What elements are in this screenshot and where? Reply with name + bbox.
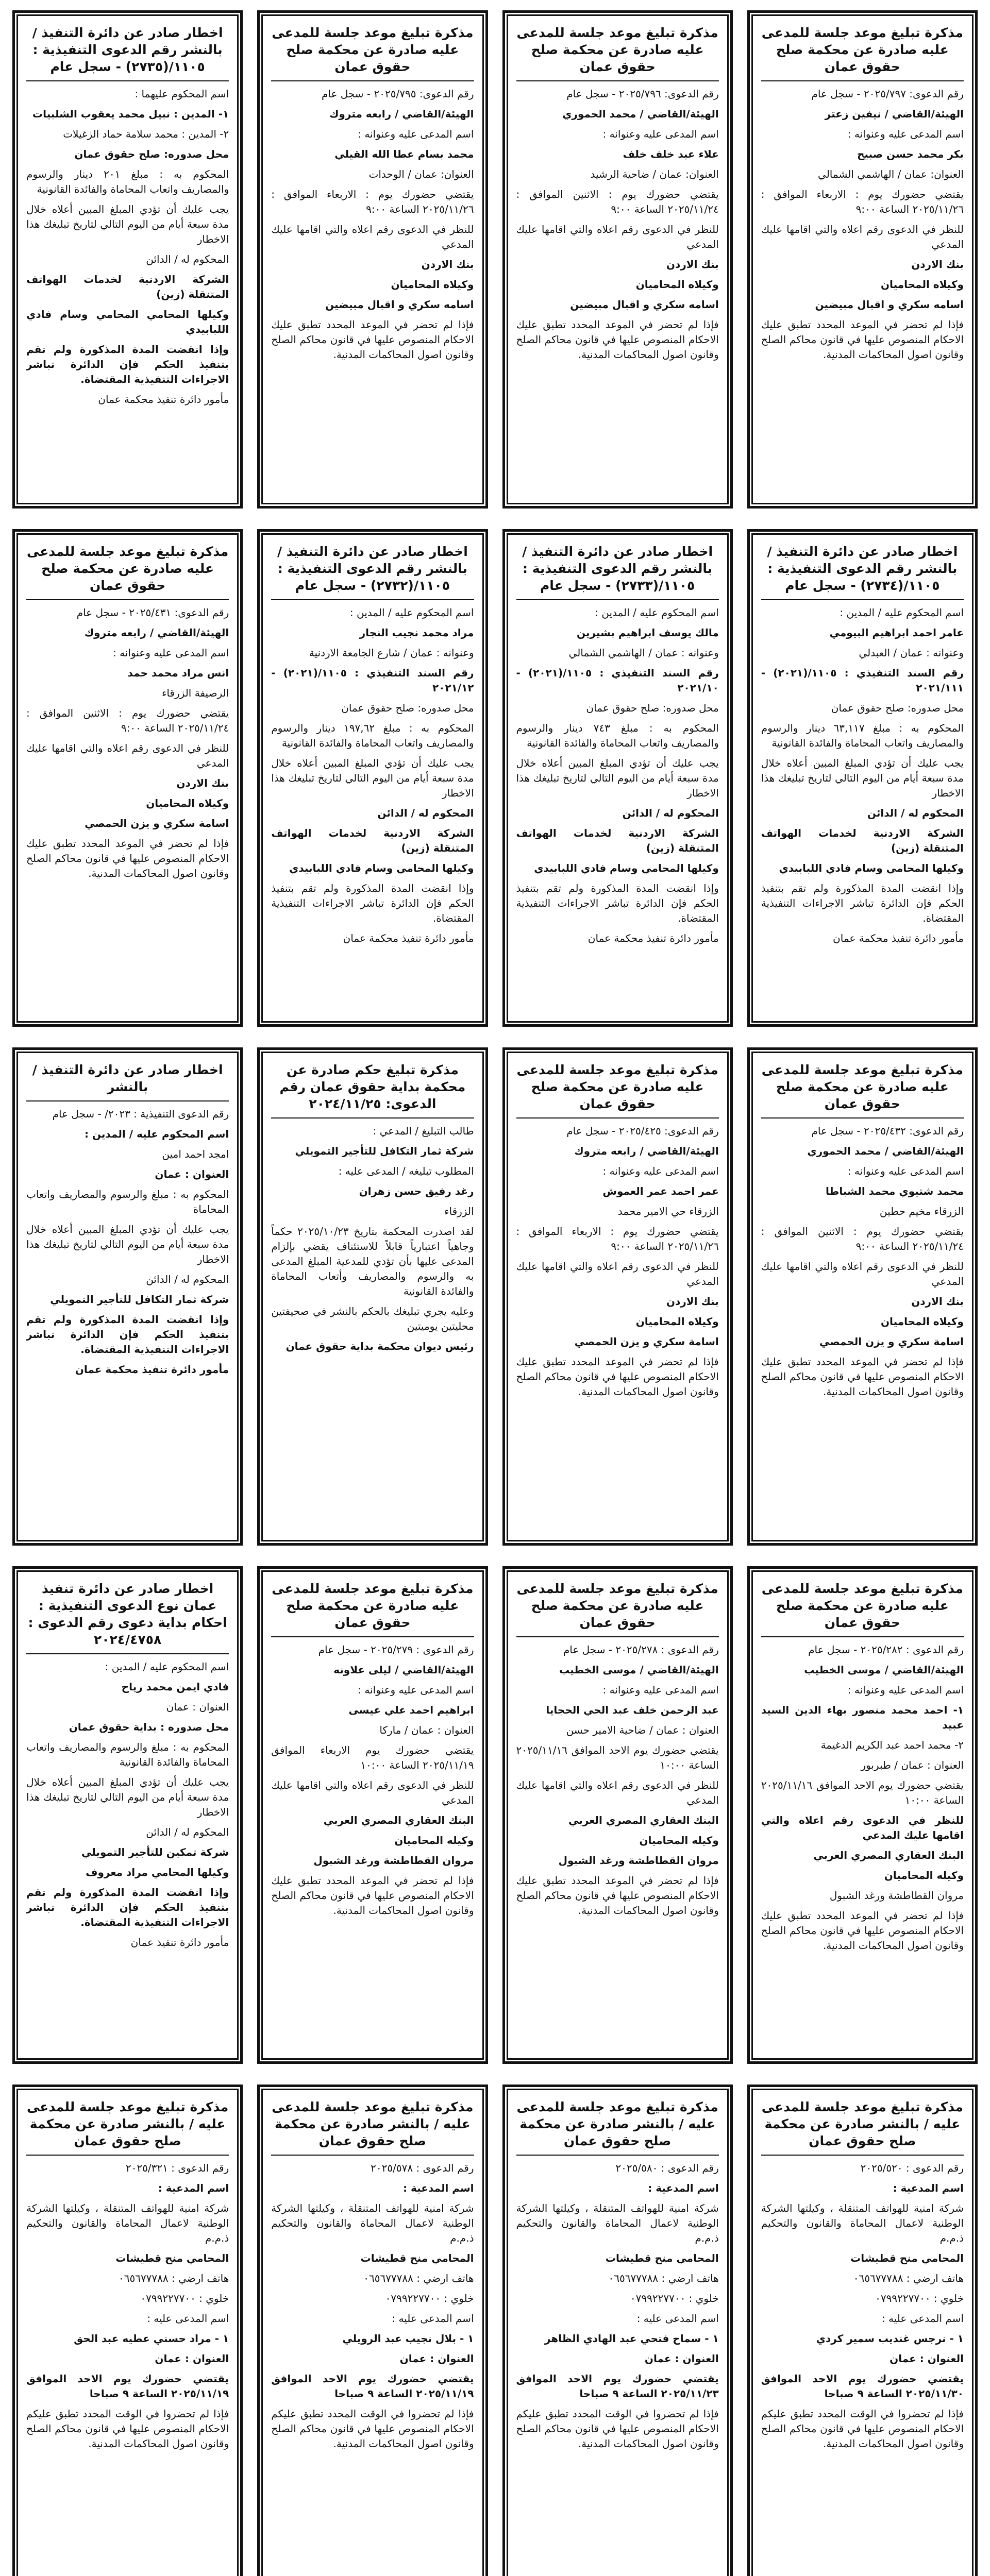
notice-line: العنوان: عمان / ضاحية الرشيد: [590, 168, 719, 180]
notice-line: رقم الدعوى : ٢٠٢٥/٥٧٨: [371, 2162, 474, 2174]
notice-line: المحكوم له / الدائن: [377, 806, 474, 819]
legal-notice: [502, 10, 733, 509]
notice-line: ١ - سماح فتحي عبد الهادي الظاهر: [544, 2332, 719, 2345]
notice-line: العنوان : عمان: [155, 2352, 229, 2365]
notice-line: وعنوانه : عمان / شارع الجامعة الاردنية: [309, 646, 474, 659]
notice-line: لقد اصدرت المحكمة بتاريخ ٢٠٢٥/١٠/٢٣ حكماً وجاهياً اعتبارياً قابلاً للاستئناف يقضي بإلزام المدعى عليها بأن تؤدي للمدعية المبلغ المدعى به والرسوم والمصاريف وأتعاب المحاماة والفائدة القانونية: [271, 1225, 474, 1297]
notice-heading: مذكرة تبليغ موعد جلسة للمدعى عليه صادرة عن محكمة صلح حقوق عمان: [271, 24, 474, 81]
notice-line: الزرقاء مخيم حطين: [879, 1205, 964, 1217]
notice-line: وكيلاه المحاميان: [146, 796, 229, 809]
notice-heading: اخطار صادر عن دائرة التنفيذ / بالنشر رقم الدعوى التنفيذية : ١١٠٥/(٢٧٣٥) - سجل عام: [26, 24, 229, 81]
notice-line: رقم الدعوى التنفيذية : ٢٠٢٣/ - سجل عام: [52, 1108, 229, 1120]
notice-line: الهيئة/القاضي / رابعه متروك: [84, 626, 229, 639]
notice-line: اسم المدعى عليه وعنوانه :: [602, 128, 719, 140]
notice-line: اسم المحكوم عليه / المدين :: [105, 1660, 229, 1673]
notice-line: للنظر في الدعوى رقم اعلاه والتي اقامها عليك المدعي: [516, 1778, 719, 1806]
notice-line: اسم المدعية :: [403, 2182, 474, 2194]
notice-line: العنوان : عمان: [890, 2352, 964, 2365]
notice-line: المحامي منح قطيشات: [360, 2252, 474, 2264]
notice-line: ١ - بلال نجيب عبد الرويلي: [342, 2332, 474, 2345]
notice-line: فإذا لم تحضر في الموعد المحدد تطبق عليك الاحكام المنصوص عليها في قانون محاكم الصلح وقانون اصول المحاكمات المدنية.: [271, 1874, 474, 1917]
notice-line: فإذا لم تحضر في الموعد المحدد تطبق عليك الاحكام المنصوص عليها في قانون محاكم الصلح وقانون اصول المحاكمات المدنية.: [761, 318, 964, 361]
notice-line: هاتف ارضي : ٠٦٥٦٧٧٧٨٨: [363, 2272, 474, 2284]
notice-line: يقتضي حضورك يوم : الاثنين الموافق : ٢٠٢٥/١١/٢٤ الساعة ٩:٠٠: [761, 1225, 964, 1252]
notice-line: شركة ثمار التكافل للتأجير التمويلي: [295, 1145, 474, 1157]
notice-line: الهيئة/القاضي / ليلى علاونه: [333, 1663, 474, 1676]
notice-line: رقم الدعوى : ٢٠٢٥/٥٨٠: [615, 2162, 719, 2174]
notice-line: وكيله المحاميان: [394, 1834, 474, 1846]
notice-line: المحكوم له / الدائن: [867, 806, 964, 819]
notice-line: خلوي : ٠٧٩٩٢٢٧٧٠٠: [385, 2292, 474, 2304]
notice-line: يجب عليك أن تؤدي المبلغ المبين أعلاه خلال مدة سبعة أيام من اليوم التالي لتاريخ تبليغك هذا الاخطار: [516, 756, 719, 799]
notice-line: العنوان : عمان: [644, 2352, 719, 2365]
notice-line: هاتف ارضي : ٠٦٥٦٧٧٧٨٨: [853, 2272, 964, 2284]
notice-heading: مذكرة تبليغ موعد جلسة للمدعى عليه صادرة عن محكمة صلح حقوق عمان: [516, 24, 719, 81]
notice-line: اسم المحكوم عليه / المدين :: [595, 606, 719, 619]
legal-notice: [12, 529, 243, 1027]
notice-line: فإذا لم تحضر في الموعد المحدد تطبق عليك الاحكام المنصوص عليها في قانون محاكم الصلح وقانون اصول المحاكمات المدنية.: [516, 318, 719, 361]
notice-line: للنظر في الدعوى رقم اعلاه والتي اقامها عليك المدعي: [761, 223, 964, 250]
notice-line: المطلوب تبليغه / المدعى عليه :: [338, 1165, 474, 1177]
notice-line: للنظر في الدعوى رقم اعلاه والتي اقامها عليك المدعي: [761, 1814, 964, 1841]
notice-line: يقتضي حضورك يوم الاربعاء الموافق ٢٠٢٥/١١/١٩ الساعة ١٠:٠٠: [271, 1743, 474, 1771]
notice-line: يجب عليك أن تؤدي المبلغ المبين أعلاه خلال مدة سبعة أيام من اليوم التالي لتاريخ تبليغك هذا الاخطار: [26, 1223, 229, 1265]
notice-line: وعليه يجري تبليغك بالحكم بالنشر في صحيفتين محليتين يوميتين: [271, 1305, 474, 1332]
notice-line: وإذا انقضت المدة المذكورة ولم تقم بتنفيذ الحكم فإن الدائرة تباشر الاجراءات التنفيذية المقتضاة.: [516, 882, 719, 924]
notice-heading: مذكرة تبليغ موعد جلسة للمدعى عليه / بالنشر صادرة عن محكمة صلح حقوق عمان: [26, 2098, 229, 2156]
notice-line: للنظر في الدعوى رقم اعلاه والتي اقامها عليك المدعي: [761, 1260, 964, 1287]
legal-notice: [257, 1566, 488, 2064]
notice-line: شركة امنية للهواتف المتنقلة ، وكيلتها الشركة الوطنية لاعمال المحاماة والقانون والتحكيم ذ.م.م: [26, 2202, 229, 2244]
notice-line: هاتف ارضي : ٠٦٥٦٧٧٧٨٨: [118, 2272, 229, 2284]
notice-line: مروان القطاطشة ورغد الشبول: [558, 1854, 719, 1867]
notice-line: يجب عليك أن تؤدي المبلغ المبين أعلاه خلال مدة سبعة أيام من اليوم التالي لتاريخ تبليغك هذا الاخطار: [26, 203, 229, 245]
notice-line: ١ - مراد حسني عطيه عبد الحق: [74, 2332, 229, 2345]
notice-heading: مذكرة تبليغ موعد جلسة للمدعى عليه صادرة عن محكمة صلح حقوق عمان: [761, 24, 964, 81]
notice-line: وإذا انقضت المدة المذكورة ولم تقم بتنفيذ الحكم فإن الدائرة تباشر الاجراءات التنفيذية المقتضاة.: [26, 1313, 229, 1355]
legal-notice: [747, 10, 978, 509]
notice-line: ابراهيم احمد علي عيسى: [348, 1703, 474, 1716]
legal-notice: [502, 1566, 733, 2064]
notice-line: فإذا لم تحضر في الموعد المحدد تطبق عليك الاحكام المنصوص عليها في قانون محاكم الصلح وقانون اصول المحاكمات المدنية.: [516, 1874, 719, 1917]
notice-heading: اخطار صادر عن دائرة التنفيذ / بالنشر رقم الدعوى التنفيذية : ١١٠٥/(٢٧٣٢) - سجل عام: [271, 543, 474, 600]
notice-heading: مذكرة تبليغ موعد جلسة للمدعى عليه صادرة عن محكمة صلح حقوق عمان: [26, 543, 229, 600]
notice-line: رقم الدعوى: ٢٠٢٥/٧٩٥ - سجل عام: [321, 88, 474, 100]
notice-line: الهيئة/القاضي / رابعه متروك: [574, 1145, 719, 1157]
notice-line: يقتضي حضورك يوم الاحد الموافق ٢٠٢٥/١١/١٦ الساعة ١٠:٠٠: [761, 1778, 964, 1806]
notice-line: المحامي منح قطيشات: [850, 2252, 964, 2264]
notice-line: فإذا لم تحضر في الموعد المحدد تطبق عليك الاحكام المنصوص عليها في قانون محاكم الصلح وقانون اصول المحاكمات المدنية.: [761, 1355, 964, 1398]
notice-line: وكيلها المحامي وسام فادي اللبابيدي: [534, 861, 719, 874]
notice-line: شركة تمكين للتأجير التمويلي: [81, 1845, 229, 1858]
notice-heading: مذكرة تبليغ موعد جلسة للمدعى عليه / بالنشر صادرة عن محكمة صلح حقوق عمان: [761, 2098, 964, 2156]
notice-line: بنك الاردن: [421, 258, 474, 270]
notice-line: يقتضي حضورك يوم : الاربعاء الموافق : ٢٠٢٥/١١/٢٦ الساعة ٩:٠٠: [271, 188, 474, 215]
notice-line: رقم الدعوى: ٢٠٢٥/٤٣٢ - سجل عام: [811, 1125, 964, 1137]
notice-heading: اخطار صادر عن دائرة التنفيذ / بالنشر رقم الدعوى التنفيذية : ١١٠٥/(٢٧٣٣) - سجل عام: [516, 543, 719, 600]
notice-line: مأمور دائرة تنفيذ محكمة عمان: [343, 931, 474, 944]
notice-heading: مذكرة تبليغ موعد جلسة للمدعى عليه صادرة عن محكمة صلح حقوق عمان: [271, 1580, 474, 1637]
notice-line: ١- المدين : نبيل محمد يعقوب الشلبيات: [32, 108, 229, 120]
notice-line: يقتضي حضورك يوم الاحد الموافق ٢٠٢٥/١١/١٦ الساعة ١٠:٠٠: [516, 1743, 719, 1771]
notice-line: رقم الدعوى: ٢٠٢٥/٤٢٥ - سجل عام: [566, 1125, 719, 1137]
notice-line: يقتضي حضورك يوم : الاربعاء الموافق : ٢٠٢٥/١١/٢٦ الساعة ٩:٠٠: [516, 1225, 719, 1252]
notice-line: اسامة سكري و يزن الحمصي: [85, 817, 229, 829]
notice-line: وكيلاه المحاميان: [635, 278, 719, 291]
notice-line: يجب عليك أن تؤدي المبلغ المبين أعلاه خلال مدة سبعة أيام من اليوم التالي لتاريخ تبليغك هذا الاخطار: [26, 1775, 229, 1818]
notice-heading: مذكرة تبليغ حكم صادرة عن محكمة بداية حقوق عمان رقم الدعوى: ٢٠٢٤/١١/٢٥: [271, 1061, 474, 1118]
notice-heading: اخطار صادر عن دائرة التنفيذ / بالنشر: [26, 1061, 229, 1101]
notice-line: فإذا لم تحضر في الموعد المحدد تطبق عليك الاحكام المنصوص عليها في قانون محاكم الصلح وقانون اصول المحاكمات المدنية.: [271, 318, 474, 361]
notice-line: خلوي : ٠٧٩٩٢٢٧٧٠٠: [875, 2292, 964, 2304]
notice-line: مأمور دائرة تنفيذ عمان: [130, 1936, 229, 1948]
notice-line: وكيلها المحامي المحامي وسام فادي اللبابيدي: [26, 308, 229, 335]
notice-line: يجب عليك أن تؤدي المبلغ المبين أعلاه خلال مدة سبعة أيام من اليوم التالي لتاريخ تبليغك هذا الاخطار: [271, 756, 474, 799]
notice-line: مأمور دائرة تنفيذ محكمة عمان: [833, 931, 964, 944]
notice-line: خلوي : ٠٧٩٩٢٢٧٧٠٠: [630, 2292, 719, 2304]
legal-notice: [257, 10, 488, 509]
notice-line: اسم المدعى عليه وعنوانه :: [847, 1165, 964, 1177]
notice-line: بنك الاردن: [666, 1295, 719, 1308]
notice-line: علاء عبد خلف خلف: [623, 148, 719, 160]
notice-heading: مذكرة تبليغ موعد جلسة للمدعى عليه / بالنشر صادرة عن محكمة صلح حقوق عمان: [271, 2098, 474, 2156]
notice-line: بنك الاردن: [666, 258, 719, 270]
notice-line: المحكوم له / الدائن: [146, 1273, 229, 1285]
notice-line: وكيلها المحامي وسام فادي اللبابيدي: [779, 861, 964, 874]
notice-heading: اخطار صادر عن دائرة التنفيذ / بالنشر رقم الدعوى التنفيذية : ١١٠٥/(٢٧٣٤) - سجل عام: [761, 543, 964, 600]
notice-line: للنظر في الدعوى رقم اعلاه والتي اقامها عليك المدعي: [516, 223, 719, 250]
notice-line: رقم السند التنفيذي : ١١٠٥/(٢٠٢١) - ٢٠٢١/١٠: [516, 666, 719, 694]
notice-line: يقتضي حضورك يوم الاحد الموافق ٢٠٢٥/١١/١٩ الساعة ٩ صباحا: [271, 2372, 474, 2400]
notice-line: الهيئة/القاضي / محمد الحموري: [562, 108, 719, 120]
notice-line: المحكوم له / الدائن: [146, 1825, 229, 1838]
legal-notice: [12, 1566, 243, 2064]
notice-line: اسم المحكوم عليه / المدين :: [840, 606, 964, 619]
notice-line: بنك الاردن: [911, 258, 964, 270]
notice-line: خلوي : ٠٧٩٩٢٢٧٧٠٠: [140, 2292, 229, 2304]
notice-line: اسم المحكوم عليهما :: [135, 88, 229, 100]
legal-notice: [257, 1047, 488, 1546]
notice-line: عمر احمد عمر العموش: [602, 1185, 719, 1197]
notice-line: المحكوم به : مبلغ والرسوم والمصاريف واتعاب المحاماة: [26, 1188, 229, 1215]
notice-line: العنوان : عمان / ضاحية الامير حسن: [566, 1723, 719, 1736]
notice-line: وإذا انقضت المدة المذكورة ولم تقم بتنفيذ الحكم فإن الدائرة تباشر الاجراءات التنفيذية المقتضاة.: [271, 882, 474, 924]
legal-notice: [12, 2084, 243, 2576]
notice-line: المحامي منح قطيشات: [605, 2252, 719, 2264]
notice-heading: اخطار صادر عن دائرة تنفيذ عمان نوع الدعوى التنفيذية : احكام بداية دعوى رقم الدعوى : ٢٠٢٤/٤٧٥٨: [26, 1580, 229, 1654]
notice-heading: مذكرة تبليغ موعد جلسة للمدعى عليه / بالنشر صادرة عن محكمة صلح حقوق عمان: [516, 2098, 719, 2156]
legal-notice: [257, 2084, 488, 2576]
notice-line: رقم الدعوى : ٢٠٢٥/٥٢٠: [860, 2162, 964, 2174]
notice-line: محمد بسام عطا الله القيلي: [334, 148, 474, 160]
notice-line: محل صدوره: صلح حقوق عمان: [586, 701, 719, 714]
notice-line: يقتضي حضورك يوم الاحد الموافق ٢٠٢٥/١١/٢٣ الساعة ٩ صباحا: [516, 2372, 719, 2400]
notice-line: اسم المدعى عليه :: [147, 2312, 229, 2325]
notice-line: محل صدوره: صلح حقوق عمان: [74, 148, 229, 160]
notice-line: المحكوم به : مبلغ والرسوم والمصاريف واتعاب المحاماة والفائدة القانونية: [26, 1740, 229, 1768]
notice-line: وكيلاه المحاميان: [880, 1315, 964, 1328]
notice-line: فإذا لم تحضروا في الوقت المحدد تطبق عليكم الاحكام المنصوص عليها في قانون محاكم الصلح وقانون اصول المحاكمات المدنية.: [761, 2408, 964, 2450]
notice-line: بكر محمد حسن صبيح: [857, 148, 964, 160]
notice-line: الهيئة/القاضي / موسى الخطيب: [804, 1663, 964, 1676]
notice-line: رقم الدعوى : ٢٠٢٥/٢٧٩ - سجل عام: [318, 1643, 474, 1656]
notice-line: شركة ثمار التكافل للتأجير التمويلي: [50, 1293, 229, 1306]
notice-line: المحكوم له / الدائن: [622, 806, 719, 819]
notice-heading: مذكرة تبليغ موعد جلسة للمدعى عليه صادرة عن محكمة صلح حقوق عمان: [516, 1580, 719, 1637]
notice-line: للنظر في الدعوى رقم اعلاه والتي اقامها عليك المدعي: [26, 741, 229, 769]
notice-line: محل صدوره : بداية حقوق عمان: [69, 1720, 229, 1733]
legal-notice: [12, 10, 243, 509]
notice-line: اسم المدعى عليه وعنوانه :: [602, 1683, 719, 1696]
notice-line: المحكوم به : مبلغ ٦٣,١١٧ دينار والرسوم والمصاريف واتعاب المحاماة والفائدة القانونية: [761, 721, 964, 749]
notice-line: فإذا لم تحضروا في الوقت المحدد تطبق عليكم الاحكام المنصوص عليها في قانون محاكم الصلح وقانون اصول المحاكمات المدنية.: [516, 2408, 719, 2450]
notice-line: العنوان : عمان / طبربور: [861, 1758, 964, 1771]
notice-line: هاتف ارضي : ٠٦٥٦٧٧٧٨٨: [608, 2272, 719, 2284]
notice-line: المحكوم به : مبلغ ٢٠١ دينار والرسوم والمصاريف واتعاب المحاماة والفائدة القانونية: [26, 168, 229, 195]
notice-line: الرصيفة الزرقاء: [161, 686, 229, 699]
notice-line: العنوان : عمان: [166, 1700, 229, 1713]
notice-line: اسم المدعية :: [893, 2182, 964, 2194]
notice-line: اسم المدعية :: [648, 2182, 719, 2194]
notice-line: مراد محمد نجيب النجار: [359, 626, 474, 639]
notice-line: البنك العقاري المصري العربي: [568, 1814, 719, 1826]
notice-line: رغد رفيق حسن زهران: [359, 1185, 474, 1197]
notice-line: امجد احمد امين: [162, 1148, 229, 1160]
notice-line: اسم المدعى عليه وعنوانه :: [113, 646, 229, 659]
notice-line: العنوان : عمان: [155, 1168, 229, 1180]
notice-line: يقتضي حضورك يوم : الاربعاء الموافق : ٢٠٢٥/١١/٢٦ الساعة ٩:٠٠: [761, 188, 964, 215]
notice-line: وكيلاه المحاميان: [391, 278, 474, 291]
notice-line: رقم الدعوى: ٢٠٢٥/٧٩٧ - سجل عام: [811, 88, 964, 100]
notice-line: البنك العقاري المصري العربي: [813, 1849, 964, 1861]
notice-line: المحكوم له / الدائن: [146, 253, 229, 265]
notice-line: وإذا انقضت المدة المذكورة ولم تقم بتنفيذ الحكم فإن الدائرة تباشر الاجراءات التنفيذية المقتضاة.: [26, 343, 229, 385]
notice-line: عامر احمد ابراهيم البيومي: [829, 626, 964, 639]
legal-notice: [502, 2084, 733, 2576]
notice-line: اسم المدعى عليه وعنوانه :: [358, 1683, 474, 1696]
notice-line: العنوان: عمان / الهاشمي الشمالي: [818, 168, 964, 180]
notice-line: وكيلها المحامي مراد معروف: [86, 1866, 229, 1878]
notice-line: المحكوم به : مبلغ ١٩٧,٦٢ دينار والرسوم والمصاريف واتعاب المحاماة والفائدة القانونية: [271, 721, 474, 749]
legal-notice: [747, 2084, 978, 2576]
notice-line: الزرقاء: [444, 1205, 474, 1217]
notice-line: اسم المدعى عليه :: [392, 2312, 474, 2325]
notice-line: وإذا انقضت المدة المذكورة ولم تقم بتنفيذ الحكم فإن الدائرة تباشر الاجراءات التنفيذية المقتضاة.: [761, 882, 964, 924]
legal-notice: [747, 1566, 978, 2064]
legal-notice: [502, 529, 733, 1027]
notice-line: يقتضي حضورك يوم : الاثنين الموافق : ٢٠٢٥/١١/٢٤ الساعة ٩:٠٠: [26, 706, 229, 734]
notice-line: فادي ايمن محمد رياح: [121, 1680, 229, 1693]
notice-line: اسامة سكري و يزن الحمصي: [819, 1335, 964, 1348]
notice-line: اسامه سكري و اقبال مبيضين: [570, 298, 719, 311]
notice-line: الشركة الاردنية لخدمات الهواتف المتنقلة (زين): [761, 826, 964, 854]
notice-line: الهيئة/القاضي / محمد الحموري: [807, 1145, 964, 1157]
notice-line: رقم الدعوى : ٢٠٢٥/٢٧٨ - سجل عام: [563, 1643, 719, 1656]
notice-line: محمد شتيوي محمد الشباطا: [825, 1185, 964, 1197]
notice-line: مروان القطاطشة ورغد الشبول: [313, 1854, 474, 1867]
notice-line: رقم السند التنفيذي : ١١٠٥/(٢٠٢١) - ٢٠٢١/١١١: [761, 666, 964, 694]
notice-line: وكيله المحاميان: [639, 1834, 719, 1846]
notice-line: الشركة الاردنية لخدمات الهواتف المتنقلة (زين): [516, 826, 719, 854]
notice-line: الهيئة/القاضي / موسى الخطيب: [559, 1663, 719, 1676]
notice-line: رقم الدعوى : ٢٠٢٥/٣٢١: [125, 2162, 229, 2174]
notice-line: المحكوم به : مبلغ ٧٤٣ دينار والرسوم والمصاريف واتعاب المحاماة والفائدة القانونية: [516, 721, 719, 749]
notice-line: الهيئة/القاضي / نيفين زعتر: [825, 108, 964, 120]
notice-line: اسامه سكري و اقبال مبيضين: [815, 298, 964, 311]
notice-line: مأمور دائرة تنفيذ محكمة عمان: [75, 1363, 229, 1376]
notice-line: ٢- محمد احمد عبد الكريم الدغيمة: [820, 1738, 964, 1751]
notice-line: العنوان : عمان: [399, 2352, 474, 2365]
notice-line: شركة امنية للهواتف المتنقلة ، وكيلتها الشركة الوطنية لاعمال المحاماة والقانون والتحكيم ذ.م.م: [271, 2202, 474, 2244]
notice-line: البنك العقاري المصري العربي: [323, 1814, 474, 1826]
notice-line: يجب عليك أن تؤدي المبلغ المبين أعلاه خلال مدة سبعة أيام من اليوم التالي لتاريخ تبليغك هذا الاخطار: [761, 756, 964, 799]
notice-line: رقم الدعوى : ٢٠٢٥/٢٨٢ - سجل عام: [808, 1643, 964, 1656]
legal-notice: [257, 529, 488, 1027]
notice-line: الشركة الاردنية لخدمات الهواتف المتنقلة (زين): [26, 273, 229, 300]
notice-line: اسم المدعى عليه وعنوانه :: [602, 1165, 719, 1177]
legal-notice: [502, 1047, 733, 1546]
notice-line: اسم المدعى عليه وعنوانه :: [847, 128, 964, 140]
notice-line: اسم المدعى عليه وعنوانه :: [847, 1683, 964, 1696]
notice-line: ١ - نرجس غنديب سمير كردي: [816, 2332, 964, 2345]
notice-heading: مذكرة تبليغ موعد جلسة للمدعى عليه صادرة عن محكمة صلح حقوق عمان: [761, 1580, 964, 1637]
notice-line: للنظر في الدعوى رقم اعلاه والتي اقامها عليك المدعي: [271, 1778, 474, 1806]
notice-heading: مذكرة تبليغ موعد جلسة للمدعى عليه صادرة عن محكمة صلح حقوق عمان: [516, 1061, 719, 1118]
notice-line: وإذا انقضت المدة المذكورة ولم تقم بتنفيذ الحكم فإن الدائرة تباشر الاجراءات التنفيذية المقتضاة.: [26, 1886, 229, 1928]
notice-line: يقتضي حضورك يوم الاحد الموافق ٢٠٢٥/١١/١٩ الساعة ٩ صباحا: [26, 2372, 229, 2400]
notice-line: فإذا لم تحضر في الموعد المحدد تطبق عليك الاحكام المنصوص عليها في قانون محاكم الصلح وقانون اصول المحاكمات المدنية.: [761, 1909, 964, 1952]
notice-line: مروان القطاطشة ورغد الشبول: [829, 1889, 964, 1902]
notice-line: ٢- المدين : محمد سلامة حماد الزغيلات: [63, 128, 229, 140]
notice-line: يقتضي حضورك يوم : الاثنين الموافق : ٢٠٢٥/١١/٢٤ الساعة ٩:٠٠: [516, 188, 719, 215]
legal-notice: [747, 1047, 978, 1546]
notice-line: رقم السند التنفيذي : ١١٠٥/(٢٠٢١) - ٢٠٢١/١٢: [271, 666, 474, 694]
notice-line: شركة امنية للهواتف المتنقلة ، وكيلتها الشركة الوطنية لاعمال المحاماة والقانون والتحكيم ذ.م.م: [516, 2202, 719, 2244]
notice-line: رقم الدعوى: ٢٠٢٥/٤٣١ - سجل عام: [76, 606, 229, 619]
notice-line: محل صدوره: صلح حقوق عمان: [341, 701, 474, 714]
notice-line: العنوان: عمان / الوحدات: [368, 168, 474, 180]
notice-line: العنوان : عمان / ماركا: [379, 1723, 474, 1736]
notice-line: طالب التبليغ / المدعي :: [373, 1125, 474, 1137]
notice-line: فإذا لم تحضروا في الوقت المحدد تطبق عليكم الاحكام المنصوص عليها في قانون محاكم الصلح وقانون اصول المحاكمات المدنية.: [26, 2408, 229, 2450]
notice-line: وكيلاه المحاميان: [635, 1315, 719, 1328]
notice-heading: مذكرة تبليغ موعد جلسة للمدعى عليه صادرة عن محكمة صلح حقوق عمان: [761, 1061, 964, 1118]
notice-line: المحامي منح قطيشات: [115, 2252, 229, 2264]
notice-line: شركة امنية للهواتف المتنقلة ، وكيلتها الشركة الوطنية لاعمال المحاماة والقانون والتحكيم ذ.م.م: [761, 2202, 964, 2244]
notice-line: فإذا لم تحضر في الموعد المحدد تطبق عليك الاحكام المنصوص عليها في قانون محاكم الصلح وقانون اصول المحاكمات المدنية.: [516, 1355, 719, 1398]
legal-notice: [12, 1047, 243, 1546]
notice-line: اسم المدعى عليه وعنوانه :: [358, 128, 474, 140]
notice-line: اسم المدعية :: [158, 2182, 229, 2194]
notice-line: بنك الاردن: [176, 776, 229, 789]
notice-line: للنظر في الدعوى رقم اعلاه والتي اقامها عليك المدعي: [271, 223, 474, 250]
notice-line: رئيس ديوان محكمة بداية حقوق عمان: [286, 1340, 474, 1352]
notice-line: انس مراد محمد حمد: [127, 666, 229, 679]
notice-line: يقتضي حضورك يوم الاحد الموافق ٢٠٢٥/١١/٣٠ الساعة ٩ صباحا: [761, 2372, 964, 2400]
notice-line: اسم المدعى عليه :: [881, 2312, 964, 2325]
notice-line: فإذا لم تحضروا في الوقت المحدد تطبق عليكم الاحكام المنصوص عليها في قانون محاكم الصلح وقانون اصول المحاكمات المدنية.: [271, 2408, 474, 2450]
notice-line: وعنوانه : عمان / الهاشمي الشمالي: [568, 646, 719, 659]
legal-notice: [747, 529, 978, 1027]
notice-line: وكيلاه المحاميان: [880, 278, 964, 291]
notice-line: محل صدوره: صلح حقوق عمان: [831, 701, 964, 714]
notice-line: اسامه سكري و اقبال مبيضين: [325, 298, 474, 311]
notice-line: اسم المحكوم عليه / المدين :: [349, 606, 474, 619]
notice-line: اسم المحكوم عليه / المدين :: [84, 1128, 229, 1140]
notice-line: فإذا لم تحضر في الموعد المحدد تطبق عليك الاحكام المنصوص عليها في قانون محاكم الصلح وقانون اصول المحاكمات المدنية.: [26, 837, 229, 879]
notice-line: وعنوانه : عمان / العبدلي: [859, 646, 964, 659]
notice-line: اسامة سكري و يزن الحمصي: [574, 1335, 719, 1348]
notice-line: للنظر في الدعوى رقم اعلاه والتي اقامها عليك المدعي: [516, 1260, 719, 1287]
notice-line: ١- احمد محمد منصور بهاء الدين السيد عبيد: [761, 1703, 964, 1731]
notice-line: اسم المدعى عليه :: [636, 2312, 719, 2325]
notice-line: الهيئة/القاضي / رابعه متروك: [329, 108, 474, 120]
notice-line: رقم الدعوى: ٢٠٢٥/٧٩٦ - سجل عام: [566, 88, 719, 100]
notice-line: عبد الرحمن خلف عبد الحي الحجايا: [546, 1703, 719, 1716]
notice-line: مالك يوسف ابراهيم بشيرين: [576, 626, 719, 639]
notice-line: وكيله المحاميان: [884, 1869, 964, 1882]
notice-line: بنك الاردن: [911, 1295, 964, 1308]
notice-line: وكيلها المحامي وسام فادي اللبابيدي: [289, 861, 474, 874]
notice-line: مأمور دائرة تنفيذ محكمة عمان: [588, 931, 719, 944]
notice-line: الشركة الاردنية لخدمات الهواتف المتنقلة (زين): [271, 826, 474, 854]
notice-line: مأمور دائرة تنفيذ محكمة عمان: [98, 393, 229, 405]
notice-line: الزرقاء حي الامير محمد: [617, 1205, 719, 1217]
